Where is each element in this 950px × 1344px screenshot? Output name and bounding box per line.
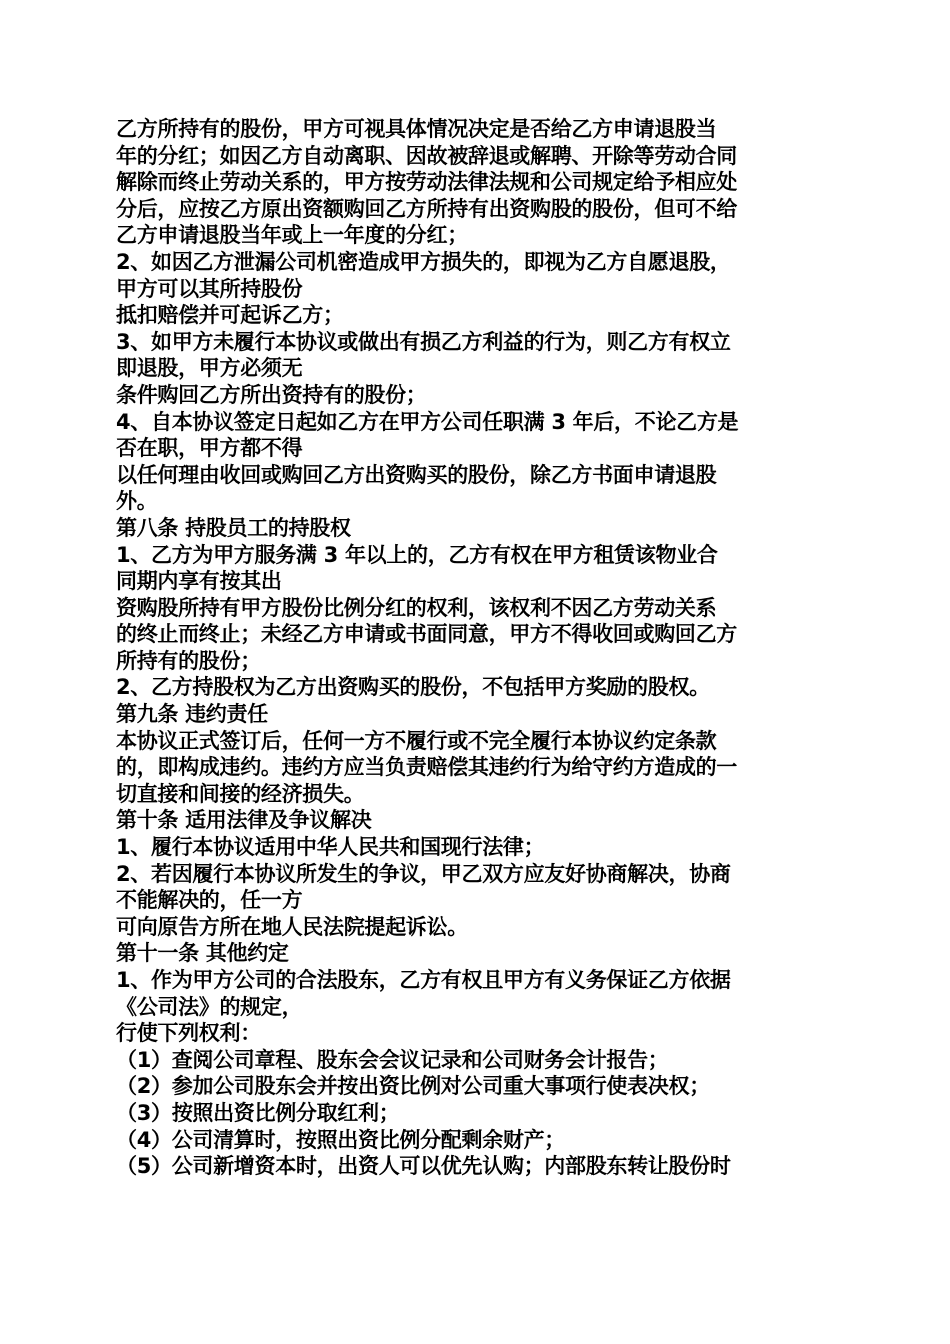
text-line: 条件购回乙方所出资持有的股份；	[116, 382, 427, 407]
text-line: 第十条 适用法律及争议解决	[116, 808, 372, 833]
text-line: （1）查阅公司章程、股东会会议记录和公司财务会计报告；	[116, 1047, 669, 1072]
text-line: 甲方可以其所持股份	[116, 276, 303, 301]
text-line: 不能解决的，任一方	[116, 888, 303, 913]
text-line: 2、如因乙方泄漏公司机密造成甲方损失的，即视为乙方自愿退股，	[116, 249, 731, 274]
text-line: 解除而终止劳动关系的，甲方按劳动法律法规和公司规定给予相应处	[116, 170, 737, 195]
text-line: 乙方所持有的股份，甲方可视具体情况决定是否给乙方申请退股当	[116, 117, 717, 141]
text-line: 外。	[116, 489, 158, 514]
text-line: 同期内享有按其出	[116, 569, 282, 594]
text-line: 2、乙方持股权为乙方出资购买的股份，不包括甲方奖励的股权。	[116, 675, 710, 700]
text-line: 行使下列权利：	[116, 1021, 261, 1046]
text-line: 2、若因履行本协议所发生的争议，甲乙双方应友好协商解决，协商	[116, 861, 731, 886]
text-line: 切直接和间接的经济损失。	[116, 781, 365, 806]
text-line: 乙方申请退股当年或上一年度的分红；	[116, 223, 468, 248]
text-line: 抵扣赔偿并可起诉乙方；	[116, 303, 344, 328]
text-line: 即退股，甲方必须无	[116, 356, 303, 381]
text-line: 第八条 持股员工的持股权	[116, 515, 351, 540]
text-line: 1、履行本协议适用中华人民共和国现行法律；	[116, 835, 545, 860]
text-line: 以任何理由收回或购回乙方出资购买的股份，除乙方书面申请退股	[116, 462, 717, 487]
text-line: 第九条 违约责任	[116, 702, 268, 727]
text-line: （3）按照出资比例分取红利；	[116, 1100, 400, 1125]
text-line: 的终止而终止；未经乙方申请或书面同意，甲方不得收回或购回乙方	[116, 622, 737, 647]
text-line: （2）参加公司股东会并按出资比例对公司重大事项行使表决权；	[116, 1074, 710, 1099]
text-line: （4）公司清算时，按照出资比例分配剩余财产；	[116, 1127, 566, 1152]
text-line: 分后，应按乙方原出资额购回乙方所持有出资购股的股份，但可不给	[116, 196, 737, 221]
text-line: 可向原告方所在地人民法院提起诉讼。	[116, 914, 468, 939]
text-line: 资购股所持有甲方股份比例分红的权利，该权利不因乙方劳动关系	[116, 595, 717, 620]
document-body	[116, 116, 836, 1180]
text-line: 的，即构成违约。违约方应当负责赔偿其违约行为给守约方造成的一	[116, 755, 737, 780]
text-line: （5）公司新增资本时，出资人可以优先认购；内部股东转让股份时	[116, 1154, 731, 1179]
text-line: 否在职，甲方都不得	[116, 436, 303, 461]
text-line: 1、乙方为甲方服务满 3 年以上的，乙方有权在甲方租赁该物业合	[116, 542, 718, 567]
text-line: 1、作为甲方公司的合法股东，乙方有权且甲方有义务保证乙方依据	[116, 968, 731, 992]
text-line: 3、如甲方未履行本协议或做出有损乙方利益的行为，则乙方有权立	[116, 329, 731, 354]
text-line: 4、自本协议签定日起如乙方在甲方公司任职满 3 年后，不论乙方是	[116, 409, 739, 434]
text-line: 年的分红；如因乙方自动离职、因故被辞退或解聘、开除等劳动合同	[116, 143, 737, 168]
text-line: 本协议正式签订后，任何一方不履行或不完全履行本协议约定条款	[116, 728, 717, 753]
text-line: 所持有的股份；	[116, 648, 261, 673]
text-line: 《公司法》的规定，	[116, 994, 303, 1019]
text-line: 第十一条 其他约定	[116, 941, 289, 966]
